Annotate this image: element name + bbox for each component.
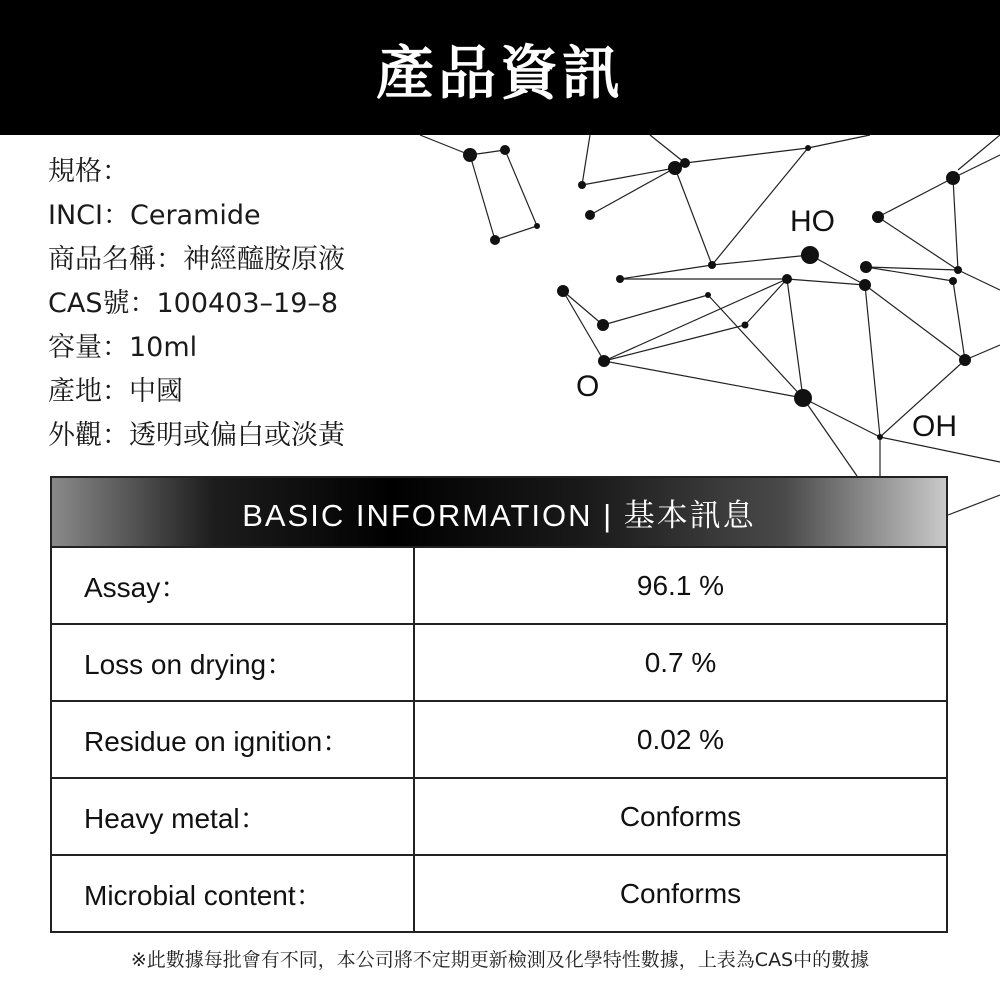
table-row-value: 96.1 % (636, 569, 725, 601)
table-row-label: Residue on ignition： (52, 702, 415, 777)
table-row-label: Loss on drying： (52, 625, 415, 700)
table-row-value: 0.02 % (636, 723, 725, 755)
spec-volume: 容量：10ml (48, 332, 198, 363)
header-bar (0, 0, 1000, 135)
spec-origin: 產地：中國 (48, 376, 183, 407)
table-row-value: 0.7 % (644, 646, 717, 678)
molecule-label-ho: HO (790, 205, 835, 238)
spec-appearance: 外觀：透明或偏白或淡黃 (48, 420, 345, 451)
table-row (52, 700, 946, 777)
basic-information-table (50, 476, 948, 933)
table-row-label: Microbial content： (52, 856, 415, 931)
table-header: BASIC INFORMATION | 基本訊息 (52, 478, 946, 546)
table-row (52, 854, 946, 931)
table-row (52, 623, 946, 700)
spec-cas-number: CAS號：100403–19–8 (48, 288, 339, 319)
table-row-value: Conforms (619, 800, 742, 832)
table-row-label: Heavy metal： (52, 779, 415, 854)
table-row (52, 546, 946, 623)
spec-product-name: 商品名稱：神經醯胺原液 (48, 244, 345, 275)
spec-inci: INCI：Ceramide (48, 200, 261, 231)
footnote: ※此數據每批會有不同，本公司將不定期更新檢測及化學特性數據，上表為CAS中的數據 (130, 949, 870, 971)
spec-heading: 規格： (48, 156, 129, 187)
table-row-value: Conforms (619, 877, 742, 909)
page-title: 產品資訊 (375, 38, 624, 107)
table-row (52, 777, 946, 854)
spec-list (48, 150, 468, 458)
table-row-label: Assay： (52, 548, 415, 623)
molecule-label-o: O (576, 370, 600, 403)
molecule-label-oh: OH (912, 410, 957, 443)
